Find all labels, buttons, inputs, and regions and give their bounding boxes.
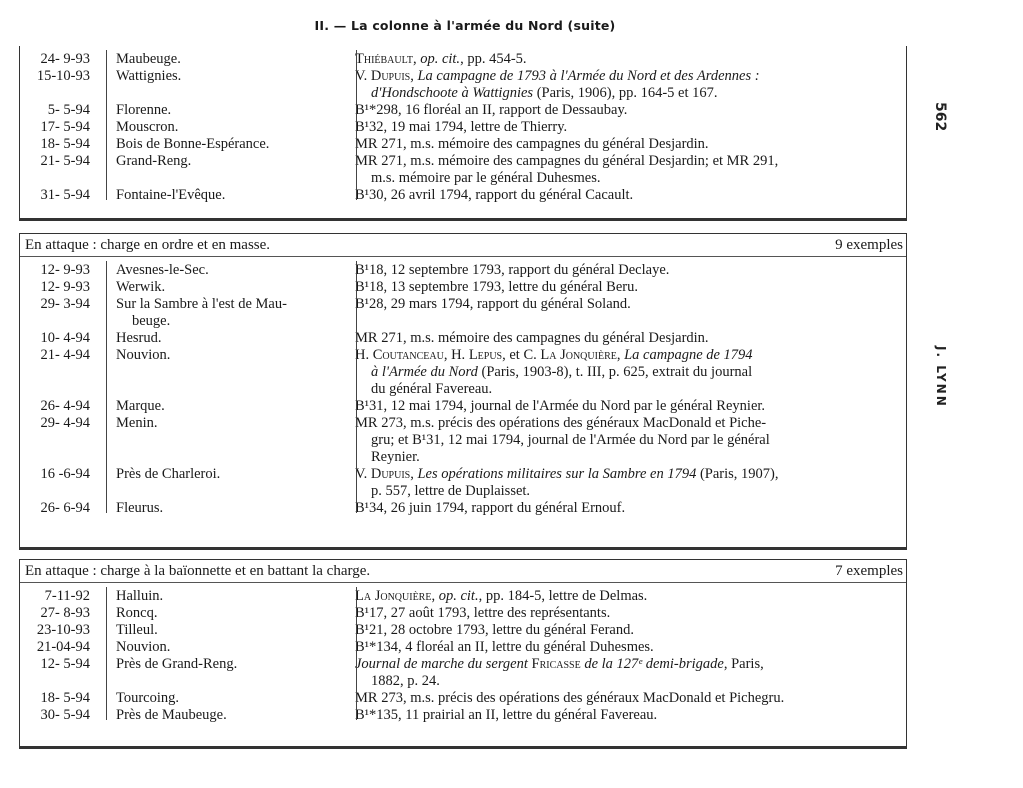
source: B¹21, 28 octobre 1793, lettre du général Ferand. — [355, 622, 634, 638]
rows — [20, 257, 906, 517]
date: 18- 5-94 — [40, 136, 90, 152]
table-section-charge-baionnette — [19, 559, 907, 749]
place: Sur la Sambre à l'est de Mau- beuge. — [116, 296, 287, 329]
table-row — [20, 330, 906, 347]
example-count: 9 exemples — [835, 236, 903, 253]
place: Fontaine-l'Evêque. — [116, 187, 226, 203]
place: Fleurus. — [116, 500, 164, 516]
table-row — [20, 68, 906, 102]
source: B¹18, 12 septembre 1793, rapport du général Declaye. — [355, 262, 670, 278]
source: B¹30, 26 avril 1794, rapport du général Cacault. — [355, 187, 634, 203]
source: B¹*134, 4 floréal an II, lettre du général Duhesmes. — [355, 639, 654, 655]
source: B¹32, 19 mai 1794, lettre de Thierry. — [355, 119, 568, 135]
source: B¹18, 13 septembre 1793, lettre du général Beru. — [355, 279, 638, 295]
table-section-charge-en-masse — [19, 233, 907, 550]
table-row — [20, 690, 906, 707]
source: B¹31, 12 mai 1794, journal de l'Armée du Nord par le général Reynier. — [355, 398, 766, 414]
column-divider — [106, 50, 107, 200]
place: Tilleul. — [116, 622, 158, 638]
table-row — [20, 279, 906, 296]
source: La Jonquière, op. cit., pp. 184-5, lettre de Delmas. — [355, 588, 648, 604]
table-row — [20, 605, 906, 622]
date: 5- 5-94 — [47, 102, 90, 118]
rows — [20, 46, 906, 204]
place: Grand-Reng. — [116, 153, 192, 169]
source: B¹*298, 16 floréal an II, rapport de Dessaubay. — [355, 102, 628, 118]
place: Menin. — [116, 415, 158, 431]
date: 23-10-93 — [36, 622, 90, 638]
column-divider — [106, 587, 107, 720]
source: MR 271, m.s. mémoire des campagnes du général Desjardin; et MR 291, m.s. mémoire par le général Duhesmes. — [355, 153, 779, 186]
table-row — [20, 347, 906, 398]
source: B¹*135, 11 prairial an II, lettre du général Favereau. — [355, 707, 658, 723]
date: 12- 5-94 — [40, 656, 90, 672]
table-row — [20, 622, 906, 639]
date: 31- 5-94 — [40, 187, 90, 203]
date: 30- 5-94 — [40, 707, 90, 723]
date: 10- 4-94 — [40, 330, 90, 346]
column-divider — [356, 587, 357, 720]
source: B¹17, 27 août 1793, lettre des représentants. — [355, 605, 611, 621]
table-row — [20, 296, 906, 330]
source: MR 271, m.s. mémoire des campagnes du général Desjardin. — [355, 136, 709, 152]
date: 12- 9-93 — [40, 262, 90, 278]
page-title: II. — La colonne à l'armée du Nord (suite) — [314, 18, 616, 33]
source: V. Dupuis, La campagne de 1793 à l'Armée du Nord et des Ardennes : d'Hondschoote à Wattignies (Paris, 1906), pp. 164-5 et 167. — [355, 68, 760, 101]
source: V. Dupuis, Les opérations militaires sur la Sambre en 1794 (Paris, 1907), p. 557, lettre de Duplaisset. — [355, 466, 779, 499]
section-heading: En attaque : charge à la baïonnette et en battant la charge. — [25, 562, 371, 579]
page-number: 562 — [932, 102, 948, 132]
date: 27- 8-93 — [40, 605, 90, 621]
table-row — [20, 707, 906, 724]
source: Thiébault, op. cit., pp. 454-5. — [355, 51, 527, 67]
date: 15-10-93 — [36, 68, 90, 84]
date: 21- 4-94 — [40, 347, 90, 363]
date: 12- 9-93 — [40, 279, 90, 295]
date: 21-04-94 — [36, 639, 90, 655]
source: Journal de marche du sergent Fricasse de la 127ᵉ demi-brigade, Paris, 1882, p. 24. — [355, 656, 764, 689]
date: 29- 4-94 — [40, 415, 90, 431]
date: 26- 4-94 — [40, 398, 90, 414]
place: Halluin. — [116, 588, 164, 604]
section-heading: En attaque : charge en ordre et en masse. — [25, 236, 271, 253]
table-row — [20, 639, 906, 656]
table-section-continued — [19, 46, 907, 221]
example-count: 7 exemples — [835, 562, 903, 579]
table-row — [20, 398, 906, 415]
rows — [20, 583, 906, 724]
date: 29- 3-94 — [40, 296, 90, 312]
place: Nouvion. — [116, 347, 171, 363]
section-header — [20, 560, 906, 583]
place: Près de Maubeuge. — [116, 707, 227, 723]
table-row — [20, 466, 906, 500]
place: Près de Charleroi. — [116, 466, 221, 482]
table-row — [20, 656, 906, 690]
running-head-author: J. LYNN — [934, 346, 948, 408]
source: H. Coutanceau, H. Lepus, et C. La Jonquière, La campagne de 1794 à l'Armée du Nord (Paris, 1903-8), t. III, p. 625, extrait du journal du général Favereau. — [355, 347, 753, 397]
place: Florenne. — [116, 102, 172, 118]
table-row — [20, 500, 906, 517]
place: Maubeuge. — [116, 51, 181, 67]
source: MR 273, m.s. précis des opérations des généraux MacDonald et Pichegru. — [355, 690, 785, 706]
table-row — [20, 262, 906, 279]
date: 26- 6-94 — [40, 500, 90, 516]
place: Mouscron. — [116, 119, 179, 135]
place: Près de Grand-Reng. — [116, 656, 238, 672]
place: Bois de Bonne-Espérance. — [116, 136, 270, 152]
table-row — [20, 588, 906, 605]
date: 21- 5-94 — [40, 153, 90, 169]
table-row — [20, 136, 906, 153]
table-row — [20, 119, 906, 136]
date: 17- 5-94 — [40, 119, 90, 135]
place: Marque. — [116, 398, 165, 414]
source: MR 273, m.s. précis des opérations des généraux MacDonald et Piche- gru; et B¹31, 12 mai 1794, journal de l'Armée du Nord par le général Reynier. — [355, 415, 770, 465]
source: B¹28, 29 mars 1794, rapport du général Soland. — [355, 296, 631, 312]
place: Hesrud. — [116, 330, 162, 346]
date: 18- 5-94 — [40, 690, 90, 706]
place: Nouvion. — [116, 639, 171, 655]
place: Werwik. — [116, 279, 166, 295]
section-header — [20, 234, 906, 257]
column-divider — [106, 261, 107, 513]
place: Roncq. — [116, 605, 158, 621]
date: 7-11-92 — [44, 588, 90, 604]
column-divider — [356, 50, 357, 200]
source: B¹34, 26 juin 1794, rapport du général Ernouf. — [355, 500, 626, 516]
source: MR 271, m.s. mémoire des campagnes du général Desjardin. — [355, 330, 709, 346]
place: Avesnes-le-Sec. — [116, 262, 209, 278]
table-row — [20, 102, 906, 119]
place: Wattignies. — [116, 68, 182, 84]
table-row — [20, 153, 906, 187]
table-row — [20, 415, 906, 466]
date: 16 -6-94 — [40, 466, 90, 482]
date: 24- 9-93 — [40, 51, 90, 67]
place: Tourcoing. — [116, 690, 180, 706]
column-divider — [356, 261, 357, 513]
table-row — [20, 187, 906, 204]
table-row — [20, 51, 906, 68]
